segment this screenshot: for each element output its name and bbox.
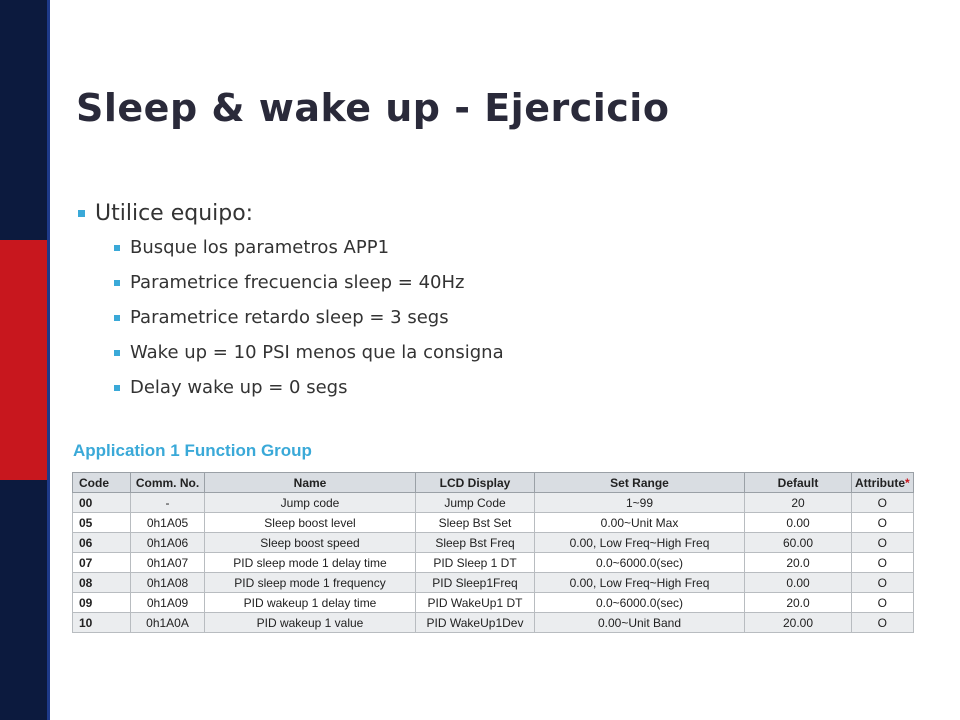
cell-code: 08	[73, 573, 131, 593]
parameter-table	[72, 472, 914, 633]
cell-default: 20.0	[745, 553, 852, 573]
sub-bullet-text: Busque los parametros APP1	[130, 237, 390, 258]
sub-bullet-item	[114, 300, 504, 335]
cell-attribute: O	[852, 613, 914, 633]
cell-range: 1~99	[535, 493, 745, 513]
cell-code: 05	[73, 513, 131, 533]
header-comm-no: Comm. No.	[131, 473, 205, 493]
table-row	[73, 553, 914, 573]
cell-lcd: Sleep Bst Set	[416, 513, 535, 533]
table-header-row	[73, 473, 914, 493]
cell-code: 06	[73, 533, 131, 553]
sub-bullet-text: Delay wake up = 0 segs	[130, 377, 348, 398]
cell-lcd: PID WakeUp1Dev	[416, 613, 535, 633]
table-row	[73, 593, 914, 613]
table-row	[73, 573, 914, 593]
cell-comm: 0h1A0A	[131, 613, 205, 633]
sub-bullet-item	[114, 335, 504, 370]
function-group-title: Application 1 Function Group	[73, 441, 312, 460]
bullet-square-icon	[114, 385, 120, 391]
sidebar-decoration	[0, 0, 47, 720]
cell-name: Sleep boost speed	[205, 533, 416, 553]
cell-range: 0.00~Unit Max	[535, 513, 745, 533]
header-set-range: Set Range	[535, 473, 745, 493]
cell-comm: 0h1A07	[131, 553, 205, 573]
sidebar-navy-top	[0, 0, 47, 240]
sub-bullet-text: Parametrice retardo sleep = 3 segs	[130, 307, 449, 328]
cell-lcd: PID Sleep 1 DT	[416, 553, 535, 573]
cell-lcd: PID WakeUp1 DT	[416, 593, 535, 613]
table-row	[73, 513, 914, 533]
bullet-item	[78, 196, 504, 230]
cell-code: 00	[73, 493, 131, 513]
sub-bullet-text: Wake up = 10 PSI menos que la consigna	[130, 342, 504, 363]
bullet-square-icon	[114, 315, 120, 321]
table-row	[73, 533, 914, 553]
cell-comm: 0h1A06	[131, 533, 205, 553]
sub-bullet-item	[114, 265, 504, 300]
header-code: Code	[73, 473, 131, 493]
bullet-square-icon	[114, 245, 120, 251]
cell-default: 20	[745, 493, 852, 513]
cell-attribute: O	[852, 553, 914, 573]
cell-comm: 0h1A08	[131, 573, 205, 593]
cell-attribute: O	[852, 533, 914, 553]
header-attribute	[852, 473, 914, 493]
cell-range: 0.00, Low Freq~High Freq	[535, 533, 745, 553]
cell-name: PID wakeup 1 delay time	[205, 593, 416, 613]
cell-default: 20.0	[745, 593, 852, 613]
header-name: Name	[205, 473, 416, 493]
cell-default: 60.00	[745, 533, 852, 553]
bullet-text: Utilice equipo:	[95, 200, 254, 226]
cell-attribute: O	[852, 593, 914, 613]
cell-name: Jump code	[205, 493, 416, 513]
cell-name: PID sleep mode 1 frequency	[205, 573, 416, 593]
cell-name: PID sleep mode 1 delay time	[205, 553, 416, 573]
cell-comm: 0h1A09	[131, 593, 205, 613]
sidebar-red-band	[0, 240, 47, 480]
table-row	[73, 493, 914, 513]
sub-bullet-item	[114, 230, 504, 265]
cell-code: 10	[73, 613, 131, 633]
cell-lcd: PID Sleep1Freq	[416, 573, 535, 593]
sub-bullet-text: Parametrice frecuencia sleep = 40Hz	[130, 272, 465, 293]
cell-lcd: Sleep Bst Freq	[416, 533, 535, 553]
bullet-list	[78, 196, 504, 405]
header-lcd-display: LCD Display	[416, 473, 535, 493]
sidebar-navy-bottom	[0, 480, 47, 720]
bullet-square-icon	[114, 350, 120, 356]
cell-range: 0.0~6000.0(sec)	[535, 553, 745, 573]
cell-default: 0.00	[745, 573, 852, 593]
cell-range: 0.00, Low Freq~High Freq	[535, 573, 745, 593]
cell-name: PID wakeup 1 value	[205, 613, 416, 633]
slide-title: Sleep & wake up - Ejercicio	[76, 86, 670, 130]
sub-bullet-item	[114, 370, 504, 405]
cell-default: 20.00	[745, 613, 852, 633]
cell-attribute: O	[852, 493, 914, 513]
sidebar-edge-line	[47, 0, 50, 720]
cell-code: 09	[73, 593, 131, 613]
cell-name: Sleep boost level	[205, 513, 416, 533]
cell-default: 0.00	[745, 513, 852, 533]
attribute-asterisk: *	[905, 475, 910, 490]
table-row	[73, 613, 914, 633]
bullet-square-icon	[78, 210, 85, 217]
bullet-square-icon	[114, 280, 120, 286]
cell-range: 0.00~Unit Band	[535, 613, 745, 633]
cell-attribute: O	[852, 573, 914, 593]
cell-attribute: O	[852, 513, 914, 533]
cell-range: 0.0~6000.0(sec)	[535, 593, 745, 613]
cell-comm: 0h1A05	[131, 513, 205, 533]
cell-comm: -	[131, 493, 205, 513]
cell-lcd: Jump Code	[416, 493, 535, 513]
header-default: Default	[745, 473, 852, 493]
header-attribute-label: Attribute	[855, 475, 905, 490]
cell-code: 07	[73, 553, 131, 573]
